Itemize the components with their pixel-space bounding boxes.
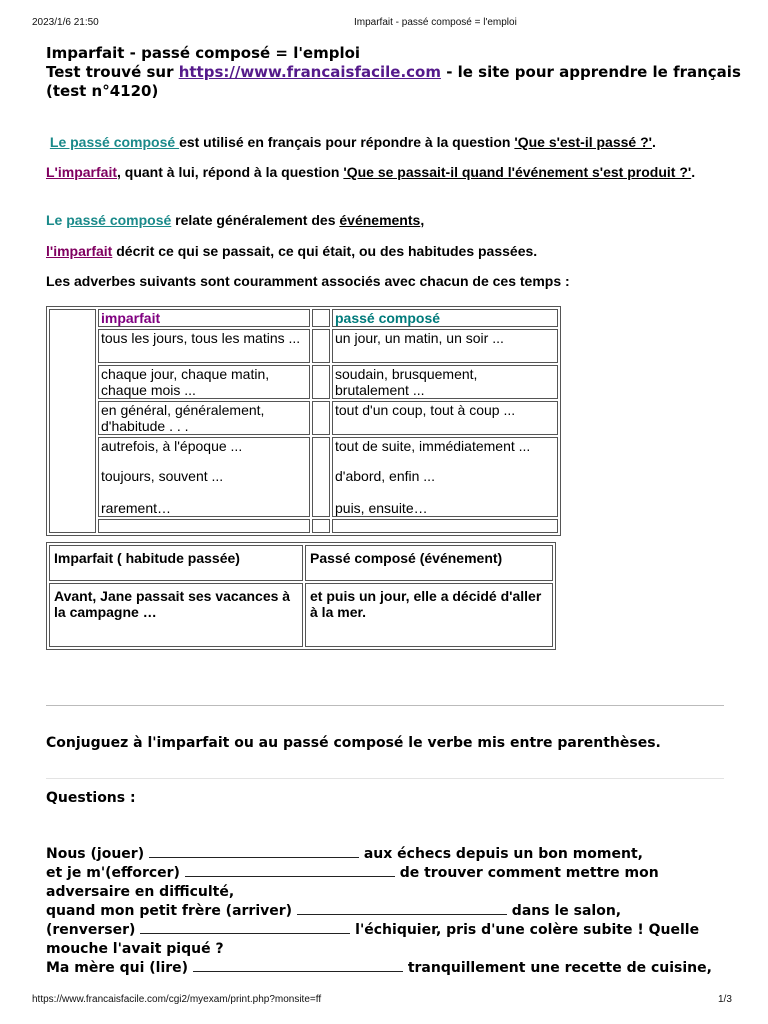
exercise-line: mouche l'avait piqué ? — [46, 941, 224, 957]
passe-cell: tout de suite, immédiatement ... d'abord, enfin ... puis, ensuite… — [332, 437, 558, 517]
imparfait-link[interactable]: L'imparfait — [46, 164, 118, 180]
exercise-line: (renverser) l'échiquier, pris d'une colère subite ! Quelle — [46, 922, 700, 938]
table-row-empty — [49, 519, 558, 533]
answer-blank-3[interactable] — [297, 902, 507, 915]
answer-blank-5[interactable] — [193, 959, 403, 972]
source-link[interactable]: https://www.francaisfacile.com — [178, 63, 441, 81]
exercise-text — [46, 845, 726, 978]
imparfait-cell: tous les jours, tous les matins ... — [98, 329, 310, 363]
table-header-row — [49, 309, 558, 327]
table-row — [49, 329, 558, 363]
example-header-left: Imparfait ( habitude passée) — [49, 545, 303, 581]
column-header-imparfait: imparfait — [98, 309, 310, 327]
divider — [46, 705, 724, 706]
instruction-text: Conjuguez à l'imparfait ou au passé composé le verbe mis entre parenthèses. — [46, 735, 661, 751]
intro-paragraph-4: l'imparfait décrit ce qui se passait, ce qui était, ou des habitudes passées. — [46, 243, 538, 259]
passe-cell: tout d'un coup, tout à coup ... — [332, 401, 558, 435]
page-title: Imparfait - passé composé = l'emploi — [46, 44, 361, 62]
passe-cell: soudain, brusquement, brutalement ... — [332, 365, 558, 399]
intro-paragraph-2: L'imparfait, quant à lui, répond à la question 'Que se passait-il quand l'événement s'est produit ?'. — [46, 164, 696, 180]
example-header-right: Passé composé (événement) — [305, 545, 553, 581]
passe-compose-link-2[interactable]: passé composé — [66, 212, 172, 228]
print-title: Imparfait - passé composé = l'emploi — [354, 17, 517, 28]
page-heading — [46, 44, 746, 101]
table-spacer-cell — [49, 309, 96, 533]
imparfait-cell: autrefois, à l'époque ... toujours, souvent ... rarement… — [98, 437, 310, 517]
passe-cell: un jour, un matin, un soir ... — [332, 329, 558, 363]
table-row — [49, 583, 553, 647]
intro-paragraph-1: Le passé composé est utilisé en français pour répondre à la question 'Que s'est-il passé ?'. — [49, 134, 656, 150]
answer-blank-1[interactable] — [149, 845, 359, 858]
print-footer-url: https://www.francaisfacile.com/cgi2/myexam/print.php?monsite=ff — [32, 994, 322, 1005]
imparfait-link-2[interactable]: l'imparfait — [46, 243, 113, 259]
passe-compose-link[interactable]: Le passé composé — [49, 134, 180, 150]
table-row — [49, 401, 558, 435]
table-row — [49, 365, 558, 399]
example-table — [46, 542, 556, 650]
print-date: 2023/1/6 21:50 — [32, 17, 99, 28]
exercise-line: adversaire en difficulté, — [46, 884, 235, 900]
exercise-line: Nous (jouer) aux échecs depuis un bon moment, — [46, 846, 643, 862]
column-header-passe-compose: passé composé — [332, 309, 558, 327]
example-left: Avant, Jane passait ses vacances à la campagne … — [49, 583, 303, 647]
print-page-number: 1/3 — [718, 994, 732, 1005]
adverbs-table — [46, 306, 561, 536]
intro-paragraph-3: Le passé composé relate généralement des événements, — [46, 212, 425, 228]
source-line: Test trouvé sur https://www.francaisfacile.com - le site pour apprendre le français (test n°4120) — [46, 63, 741, 100]
exercise-line: quand mon petit frère (arriver) dans le salon, — [46, 903, 622, 919]
imparfait-cell: chaque jour, chaque matin, chaque mois ... — [98, 365, 310, 399]
exercise-line: et je m'(efforcer) de trouver comment mettre mon — [46, 865, 659, 881]
divider — [46, 778, 724, 779]
questions-label: Questions : — [46, 790, 136, 806]
exercise-line: Ma mère qui (lire) tranquillement une recette de cuisine, — [46, 960, 712, 976]
table-row — [49, 545, 553, 581]
answer-blank-4[interactable] — [140, 921, 350, 934]
imparfait-cell: en général, généralement, d'habitude . . . — [98, 401, 310, 435]
table-row — [49, 437, 558, 517]
example-right: et puis un jour, elle a décidé d'aller à la mer. — [305, 583, 553, 647]
answer-blank-2[interactable] — [185, 864, 395, 877]
intro-paragraph-5: Les adverbes suivants sont couramment associés avec chacun de ces temps : — [46, 273, 570, 289]
